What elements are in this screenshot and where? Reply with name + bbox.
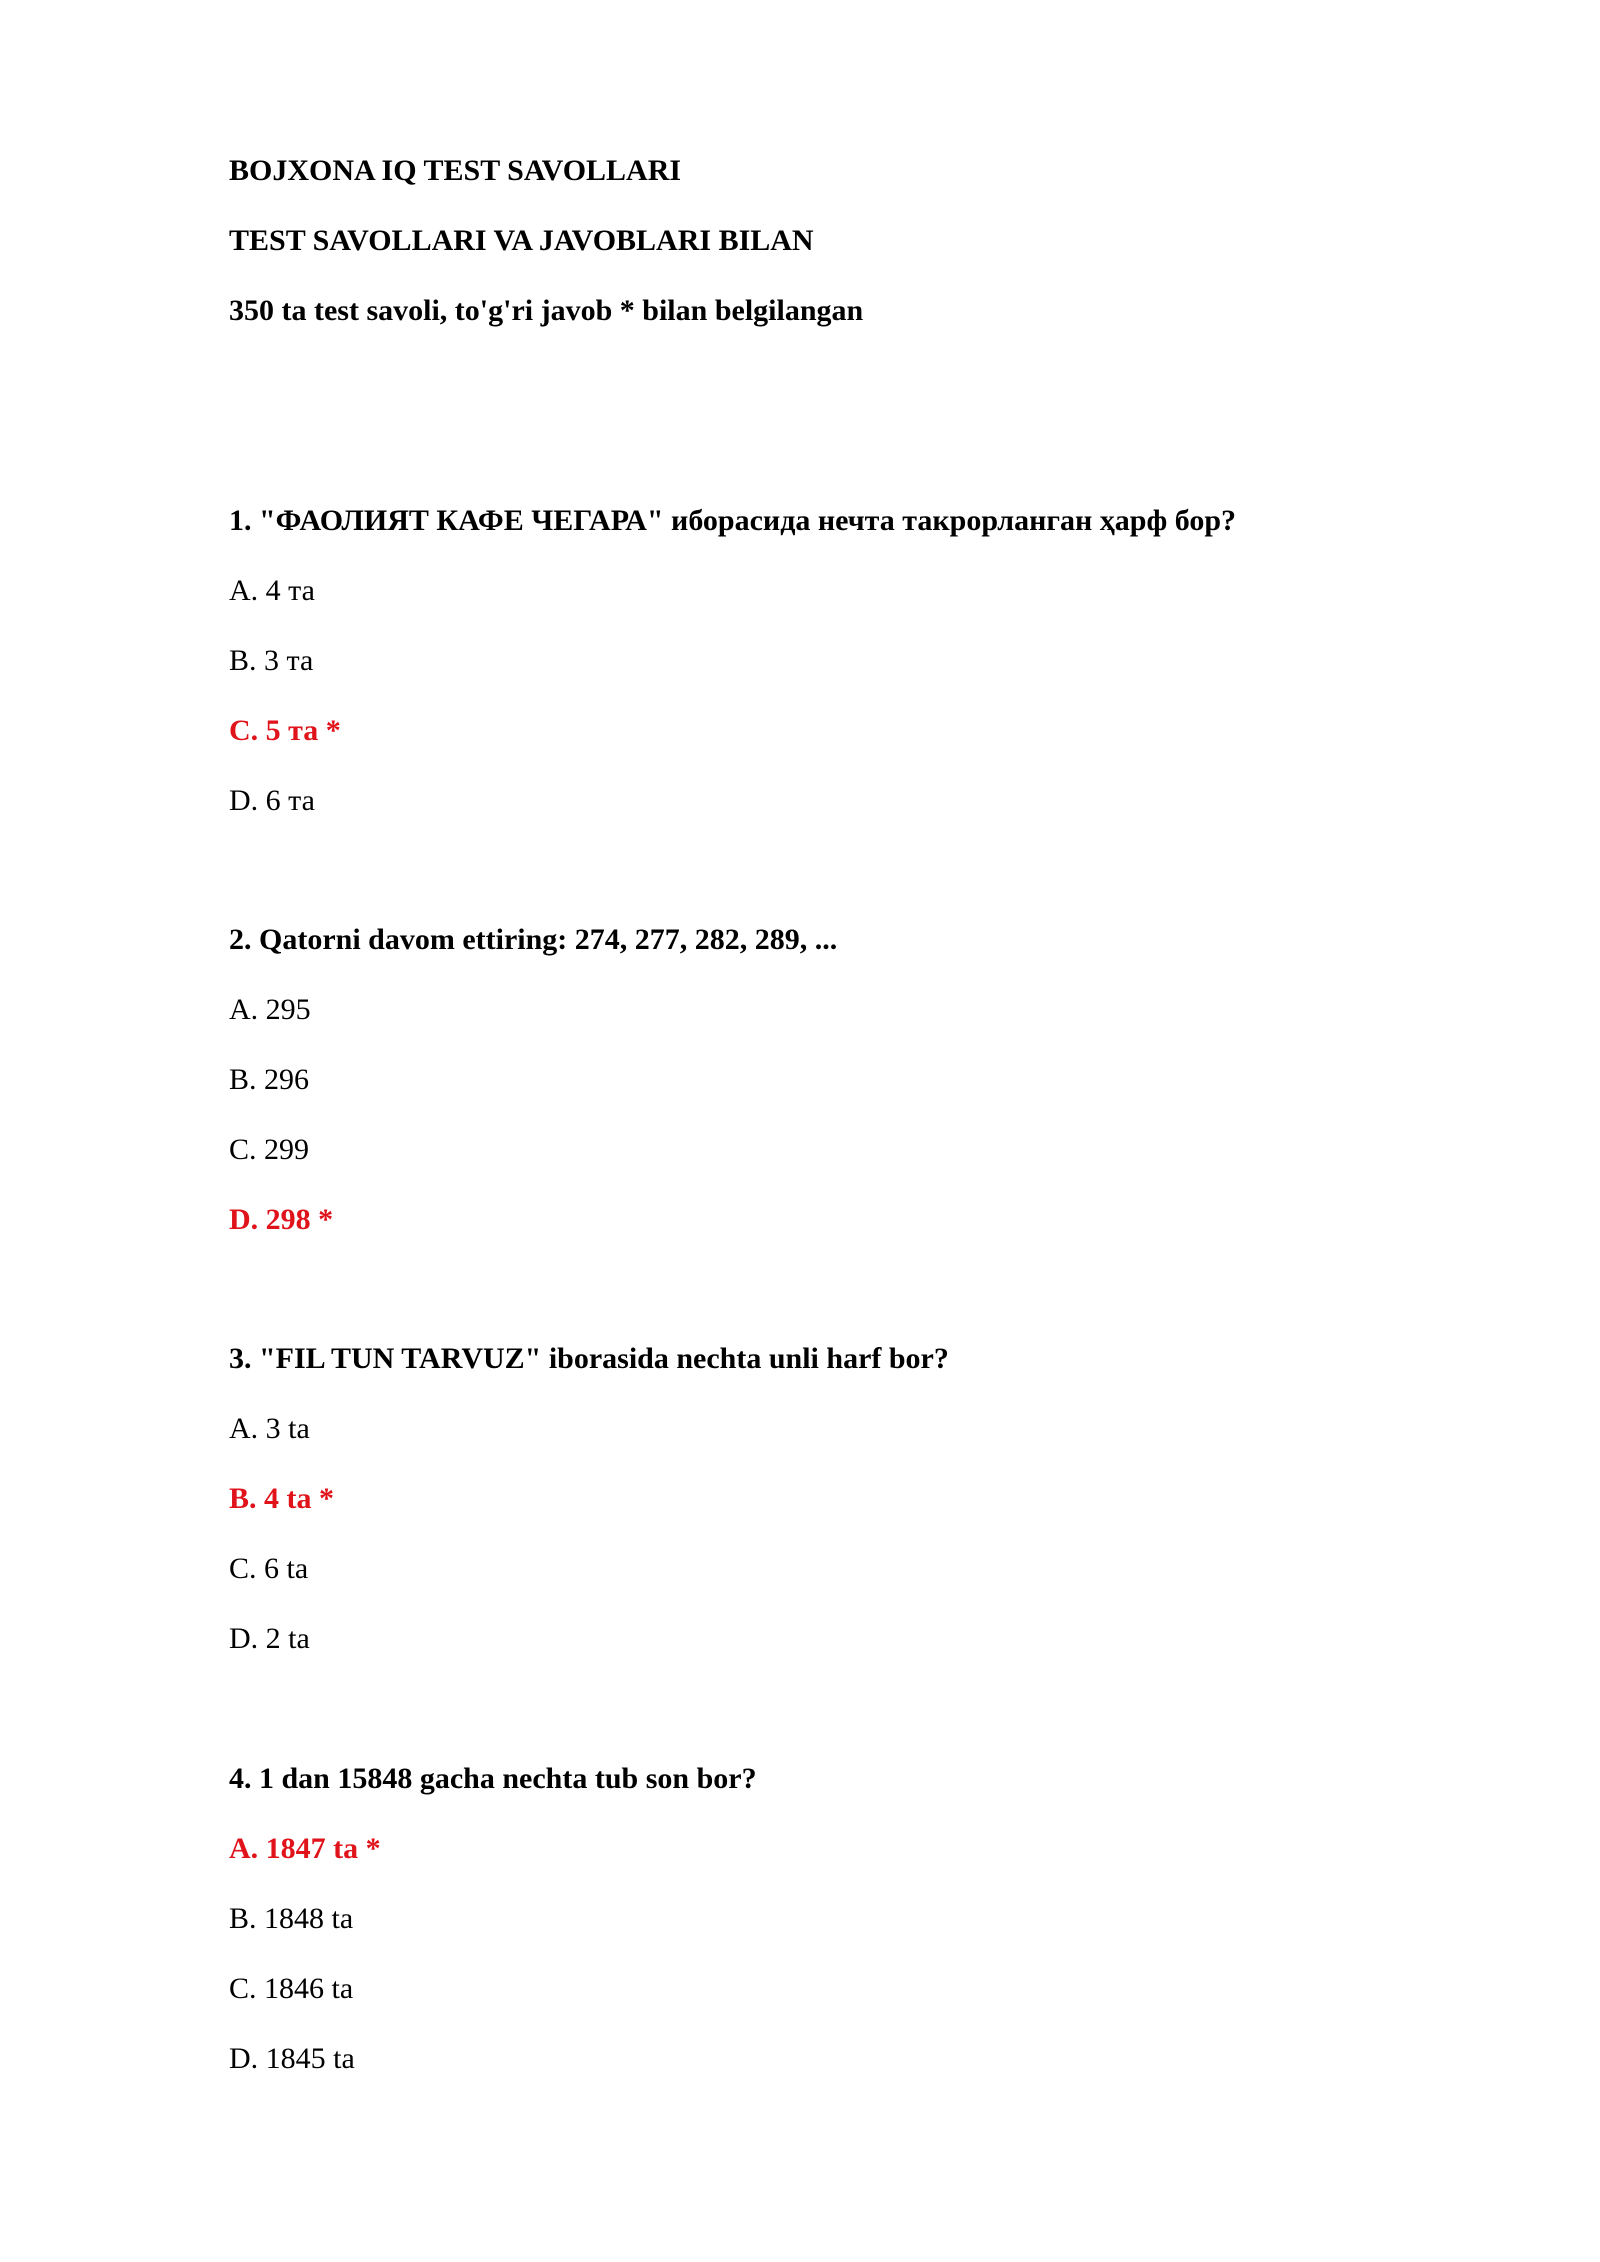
question-2-option-c: C. 299 xyxy=(229,1133,310,1166)
question-1-option-c-correct: C. 5 та * xyxy=(229,714,341,747)
question-3-option-d: D. 2 ta xyxy=(229,1622,310,1655)
question-1-option-b: B. 3 та xyxy=(229,644,314,677)
question-4-option-d: D. 1845 ta xyxy=(229,2042,355,2075)
question-1-text: 1. "ФАОЛИЯТ КАФЕ ЧЕГАРА" иборасида нечта такрорланган ҳарф бор? xyxy=(229,504,1237,537)
question-2-option-b: B. 296 xyxy=(229,1063,310,1096)
question-2-text: 2. Qatorni davom ettiring: 274, 277, 282, 289, ... xyxy=(229,923,838,956)
document-title: BOJXONA IQ TEST SAVOLLARI xyxy=(229,154,682,187)
question-3-option-b-correct: B. 4 ta * xyxy=(229,1482,334,1515)
question-4-option-c: C. 1846 ta xyxy=(229,1972,354,2005)
document-subtitle: TEST SAVOLLARI VA JAVOBLARI BILAN xyxy=(229,224,814,257)
document-note: 350 ta test savoli, to'g'ri javob * bilan belgilangan xyxy=(229,294,864,327)
question-4-text: 4. 1 dan 15848 gacha nechta tub son bor? xyxy=(229,1762,757,1795)
question-4-option-a-correct: A. 1847 ta * xyxy=(229,1832,381,1865)
question-1-option-a: A. 4 та xyxy=(229,574,315,607)
question-3-option-c: C. 6 ta xyxy=(229,1552,309,1585)
question-2-option-a: A. 295 xyxy=(229,993,311,1026)
question-1-option-d: D. 6 та xyxy=(229,784,315,817)
question-3-option-a: A. 3 ta xyxy=(229,1412,310,1445)
question-4-option-b: B. 1848 ta xyxy=(229,1902,354,1935)
question-2-option-d-correct: D. 298 * xyxy=(229,1203,334,1236)
question-3-text: 3. "FIL TUN TARVUZ" iborasida nechta unli harf bor? xyxy=(229,1342,949,1375)
